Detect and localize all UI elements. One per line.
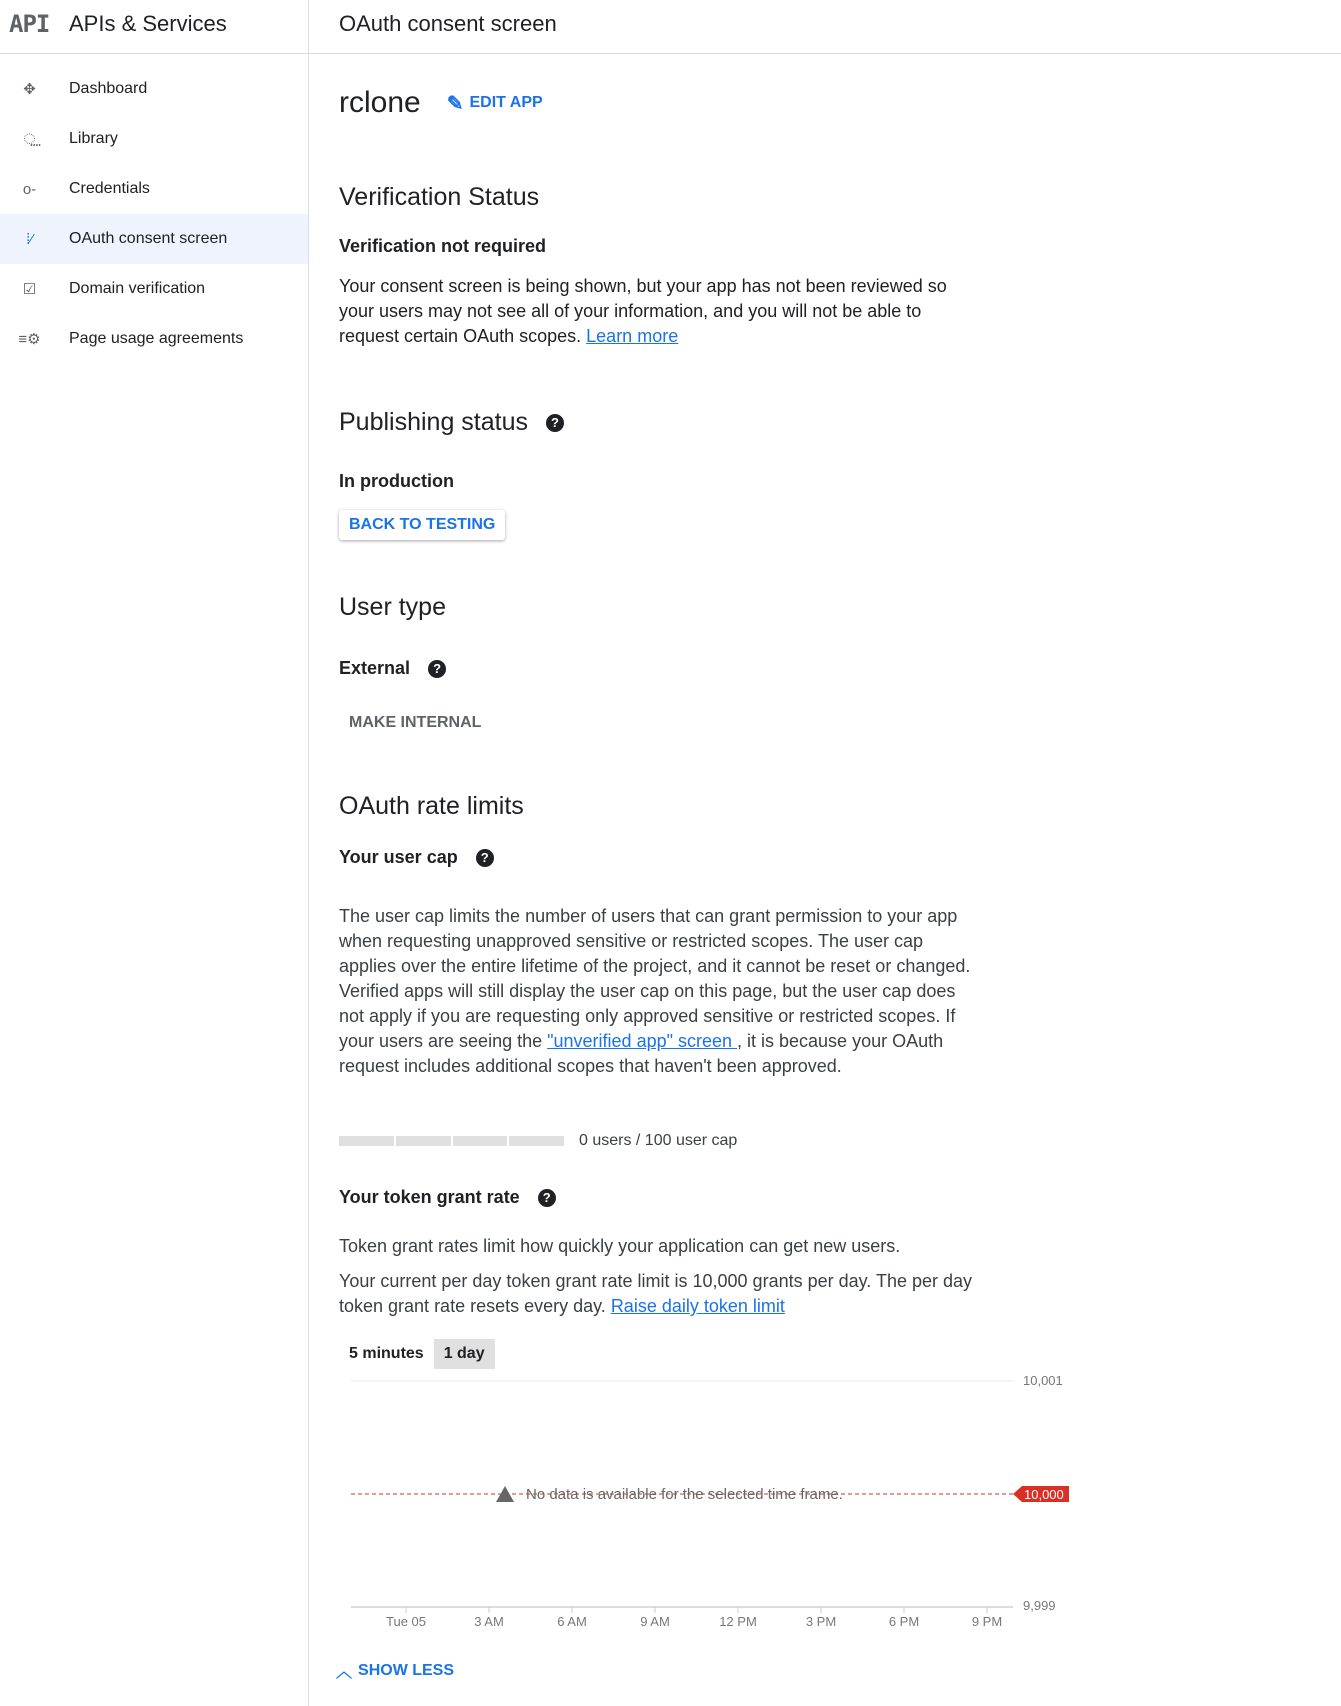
help-icon[interactable]: ?: [428, 660, 446, 678]
y-tick-label: 9,999: [1023, 1598, 1056, 1613]
app-name-title: rclone: [339, 86, 421, 119]
threshold-label: 10,000: [1024, 1487, 1064, 1502]
sidebar-item-library[interactable]: ⵿ Library: [0, 114, 308, 164]
token-text-1: Token grant rates limit how quickly your application can get new users.: [339, 1236, 901, 1256]
library-icon: ⵿: [23, 130, 36, 148]
user-cap-progress: 0 users / 100 user cap: [339, 1132, 737, 1150]
unverified-app-link[interactable]: "unverified app" screen: [547, 1031, 738, 1051]
back-to-testing-button[interactable]: BACK TO TESTING: [339, 510, 505, 540]
pencil-icon: ✎: [446, 92, 464, 115]
toggle-1-day[interactable]: 1 day: [434, 1339, 495, 1369]
make-internal-button[interactable]: MAKE INTERNAL: [349, 714, 482, 731]
learn-more-link[interactable]: Learn more: [586, 326, 679, 346]
edit-app-button[interactable]: ✎ EDIT APP: [446, 92, 543, 115]
chevron-up-icon: ︿: [336, 1664, 353, 1681]
publishing-heading: Publishing status ?: [339, 408, 564, 437]
no-data-message: No data is available for the selected time frame.: [526, 1486, 843, 1503]
x-tick-label: 6 AM: [557, 1614, 587, 1629]
verification-text: Your consent screen is being shown, but your app has not been reviewed so your users may not see all of your information, and you will not be able to request certain OAuth scopes. Learn more: [339, 276, 947, 346]
raise-limit-link[interactable]: Raise daily token limit: [610, 1296, 785, 1316]
x-tick-label: Tue 05: [386, 1614, 426, 1629]
api-logo: API: [9, 10, 50, 38]
sidebar-item-credentials[interactable]: o‑ Credentials: [0, 164, 308, 214]
x-tick-label: 3 AM: [474, 1614, 504, 1629]
sidebar-item-dashboard[interactable]: ✥ Dashboard: [0, 64, 308, 114]
key-icon: o‑: [22, 180, 37, 198]
help-icon[interactable]: ?: [538, 1189, 556, 1207]
app-name: APIs & Services: [69, 11, 227, 36]
user-type-heading: User type: [339, 593, 446, 621]
user-cap-text: The user cap limits the number of users that can grant permission to your app when requesting unapproved sensitive or restricted scopes. The user cap applies over the entire lifetime of the project, and it cannot be reset or changed. Verified apps will still display the user cap on this page, but the user cap does not apply if you are requesting only approved sensitive or restricted scopes. If your users are seeing the "unverified app" screen , it is because your OAuth request includes additional scopes that haven't been approved.: [339, 906, 971, 1076]
x-tick-label: 12 PM: [719, 1614, 757, 1629]
sidebar-item-oauth-consent-screen[interactable]: ⁞⁄ OAuth consent screen: [0, 214, 308, 264]
verification-heading: Verification Status: [339, 183, 540, 211]
y-tick-label: 10,001: [1023, 1373, 1063, 1388]
sidebar-item-page-usage-agreements[interactable]: ≡⚙ Page usage agreements: [0, 314, 308, 364]
dashboard-icon: ✥: [23, 81, 36, 98]
page-title: OAuth consent screen: [339, 11, 557, 36]
help-icon[interactable]: ?: [476, 849, 494, 867]
toggle-5-minutes[interactable]: 5 minutes: [349, 1345, 424, 1362]
sidebar-item-domain-verification[interactable]: ☑ Domain verification: [0, 264, 308, 314]
publishing-status: In production: [339, 471, 454, 491]
token-text-2: Your current per day token grant rate limit is 10,000 grants per day. The per day token grant rate resets every day. Raise daily token limit: [339, 1271, 973, 1316]
x-tick-label: 9 PM: [971, 1614, 1003, 1629]
show-less-button[interactable]: ︿ SHOW LESS: [336, 1659, 454, 1682]
x-tick-label: 3 PM: [805, 1614, 837, 1629]
user-cap-label: Your user cap ?: [339, 847, 494, 868]
help-icon[interactable]: ?: [546, 414, 564, 432]
user-type-value: External ?: [339, 658, 446, 679]
checkbox-icon: ☑: [22, 281, 37, 298]
consent-icon: ⁞⁄: [26, 230, 33, 248]
rate-limits-heading: OAuth rate limits: [339, 792, 524, 820]
settings-list-icon: ≡⚙: [18, 331, 41, 348]
verification-status: Verification not required: [339, 236, 547, 256]
token-grant-label: Your token grant rate ?: [339, 1187, 556, 1208]
x-tick-label: 9 AM: [640, 1614, 670, 1629]
x-tick-label: 6 PM: [888, 1614, 920, 1629]
